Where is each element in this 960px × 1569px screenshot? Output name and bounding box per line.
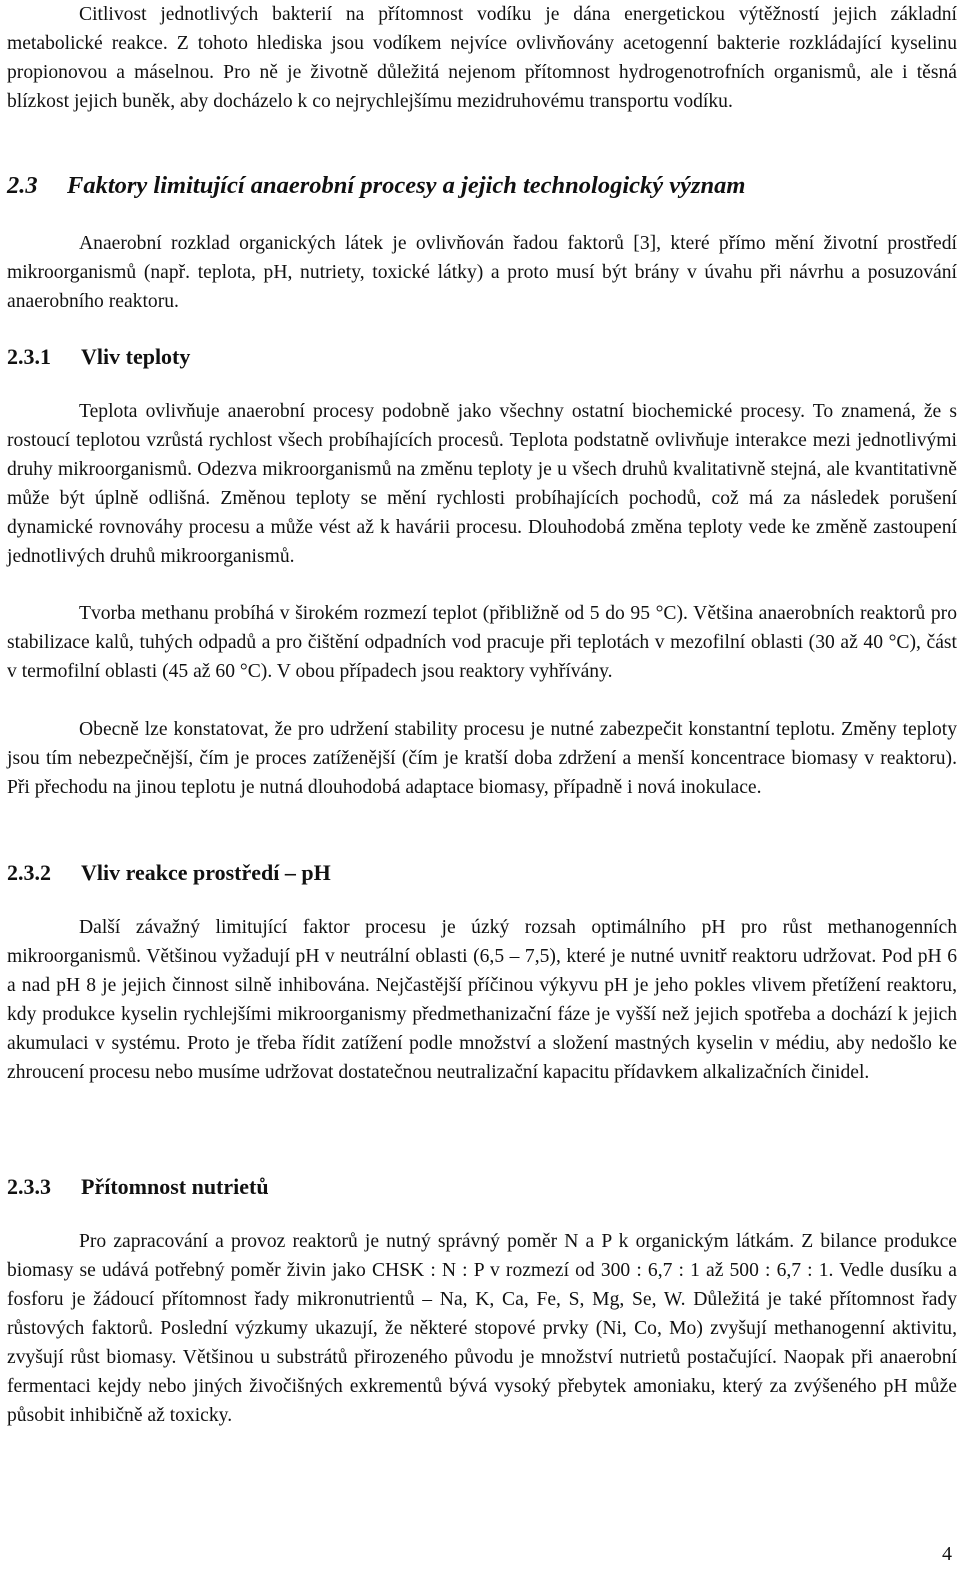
section-2-3-paragraph: Anaerobní rozklad organických látek je ovlivňován řadou faktorů [3], které přímo mění životní prostředí mikroorganismů (např. teplota, pH, nutriety, toxické látky) a proto musí být brány v úvahu při návrhu a posuzování anaerobního reaktoru. — [7, 233, 957, 312]
temperature-paragraph-1: Teplota ovlivňuje anaerobní procesy podobně jako všechny ostatní biochemické procesy. To znamená, že s rostoucí teplotou vzrůstá rychlost všech probíhajících procesů. Teplota podstatně ovlivňuje interakce mezi jednotlivými druhy mikroorganismů. Odezva mikroorganismů na změnu teploty je u všech druhů kvalitativně stejná, ale kvantitativně může být úplně odlišná. Změnou teploty se mění rychlosti probíhajících pochodů, což má za následek porušení dynamické rovnováhy procesu a může vést až k havárii procesu. Dlouhodobá změna teploty vede ke změně zastoupení jednotlivých druhů mikroorganismů. — [7, 401, 957, 567]
page-number: 4 — [942, 1543, 952, 1565]
section-heading-2-3-3 — [7, 1172, 957, 1202]
section-number: 2.3.1 — [7, 344, 51, 369]
section-title: Faktory limitující anaerobní procesy a jejich technologický význam — [67, 172, 746, 199]
section-number: 2.3.2 — [7, 860, 51, 885]
nutrients-paragraph: Pro zapracování a provoz reaktorů je nutný správný poměr N a P k organickým látkám. Z bilance produkce biomasy se udává potřebný poměr živin jako CHSK : N : P v rozmezí od 300 : 6,7 : 1 až 500 : 6,7 : 1. Vedle dusíku a fosforu je žádoucí přítomnost řady mikronutrientů – Na, K, Ca, Fe, S, Mg, Se, W. Důležitá je také přítomnost řady růstových faktorů. Poslední výzkumy ukazují, že některé stopové prvky (Ni, Co, Mo) zvyšují methanogenní aktivitu, zvyšují růst biomasy. Většinou u substrátů přirozeného původu je množství nutrietů postačující. Naopak při anaerobní fermentaci kejdy nebo jiných živočišných exkrementů bývá vysoký přebytek amoniaku, který za zvýšeného pH může působit inhibičně až toxicky. — [7, 1231, 957, 1426]
section-title: Vliv reakce prostředí – pH — [81, 860, 331, 885]
section-title: Přítomnost nutrietů — [81, 1174, 269, 1199]
section-number: 2.3.3 — [7, 1174, 51, 1199]
section-number: 2.3 — [7, 172, 38, 199]
section-title: Vliv teploty — [81, 344, 191, 369]
intro-paragraph: Citlivost jednotlivých bakterií na přítomnost vodíku je dána energetickou výtěžností jejich základní metabolické reakce. Z tohoto hlediska jsou vodíkem nejvíce ovlivňovány acetogenní bakterie rozkládající kyselinu propionovou a máselnou. Pro ně je životně důležitá nejenom přítomnost hydrogenotrofních organismů, ale i těsná blízkost jejich buněk, aby docházelo k co nejrychlejšímu mezidruhovému transportu vodíku. — [7, 4, 957, 112]
section-heading-2-3-2 — [7, 858, 957, 888]
temperature-paragraph-3: Obecně lze konstatovat, že pro udržení stability procesu je nutné zabezpečit konstantní teplotu. Změny teploty jsou tím nebezpečnější, čím je proces zatíženější (čím je kratší doba zdržení a menší koncentrace biomasy v reaktoru). Při přechodu na jinou teplotu je nutná dlouhodobá adaptace biomasy, případně i nová inokulace. — [7, 719, 957, 798]
section-heading-2-3-1 — [7, 342, 957, 372]
section-heading-2-3 — [7, 171, 957, 201]
ph-paragraph: Další závažný limitující faktor procesu je úzký rozsah optimálního pH pro růst methanogenních mikroorganismů. Většinou vyžadují pH v neutrální oblasti (6,5 – 7,5), které je nutné uvnitř reaktoru udržovat. Pod pH 6 a nad pH 8 je jejich činnost silně inhibována. Nejčastější příčinou výkyvu pH je jeho pokles vlivem přetížení reaktoru, kdy produkce kyselin rychlejšími mikroorganismy předmethanizační fáze je vyšší než jejich spotřeba a dochází k jejich akumulaci v systému. Proto je třeba řídit zatížení podle množství a složení mastných kyselin v médiu, aby nedošlo ke zhroucení procesu nebo musíme udržovat dostatečnou neutralizační kapacitu přídavkem alkalizačních činidel. — [7, 917, 957, 1083]
temperature-paragraph-2: Tvorba methanu probíhá v širokém rozmezí teplot (přibližně od 5 do 95 °C). Většina anaerobních reaktorů pro stabilizace kalů, tuhých odpadů a pro čištění odpadních vod pracuje při teplotách v mezofilní oblasti (30 až 40 °C), část v termofilní oblasti (45 až 60 °C). V obou případech jsou reaktory vyhřívány. — [7, 603, 957, 682]
